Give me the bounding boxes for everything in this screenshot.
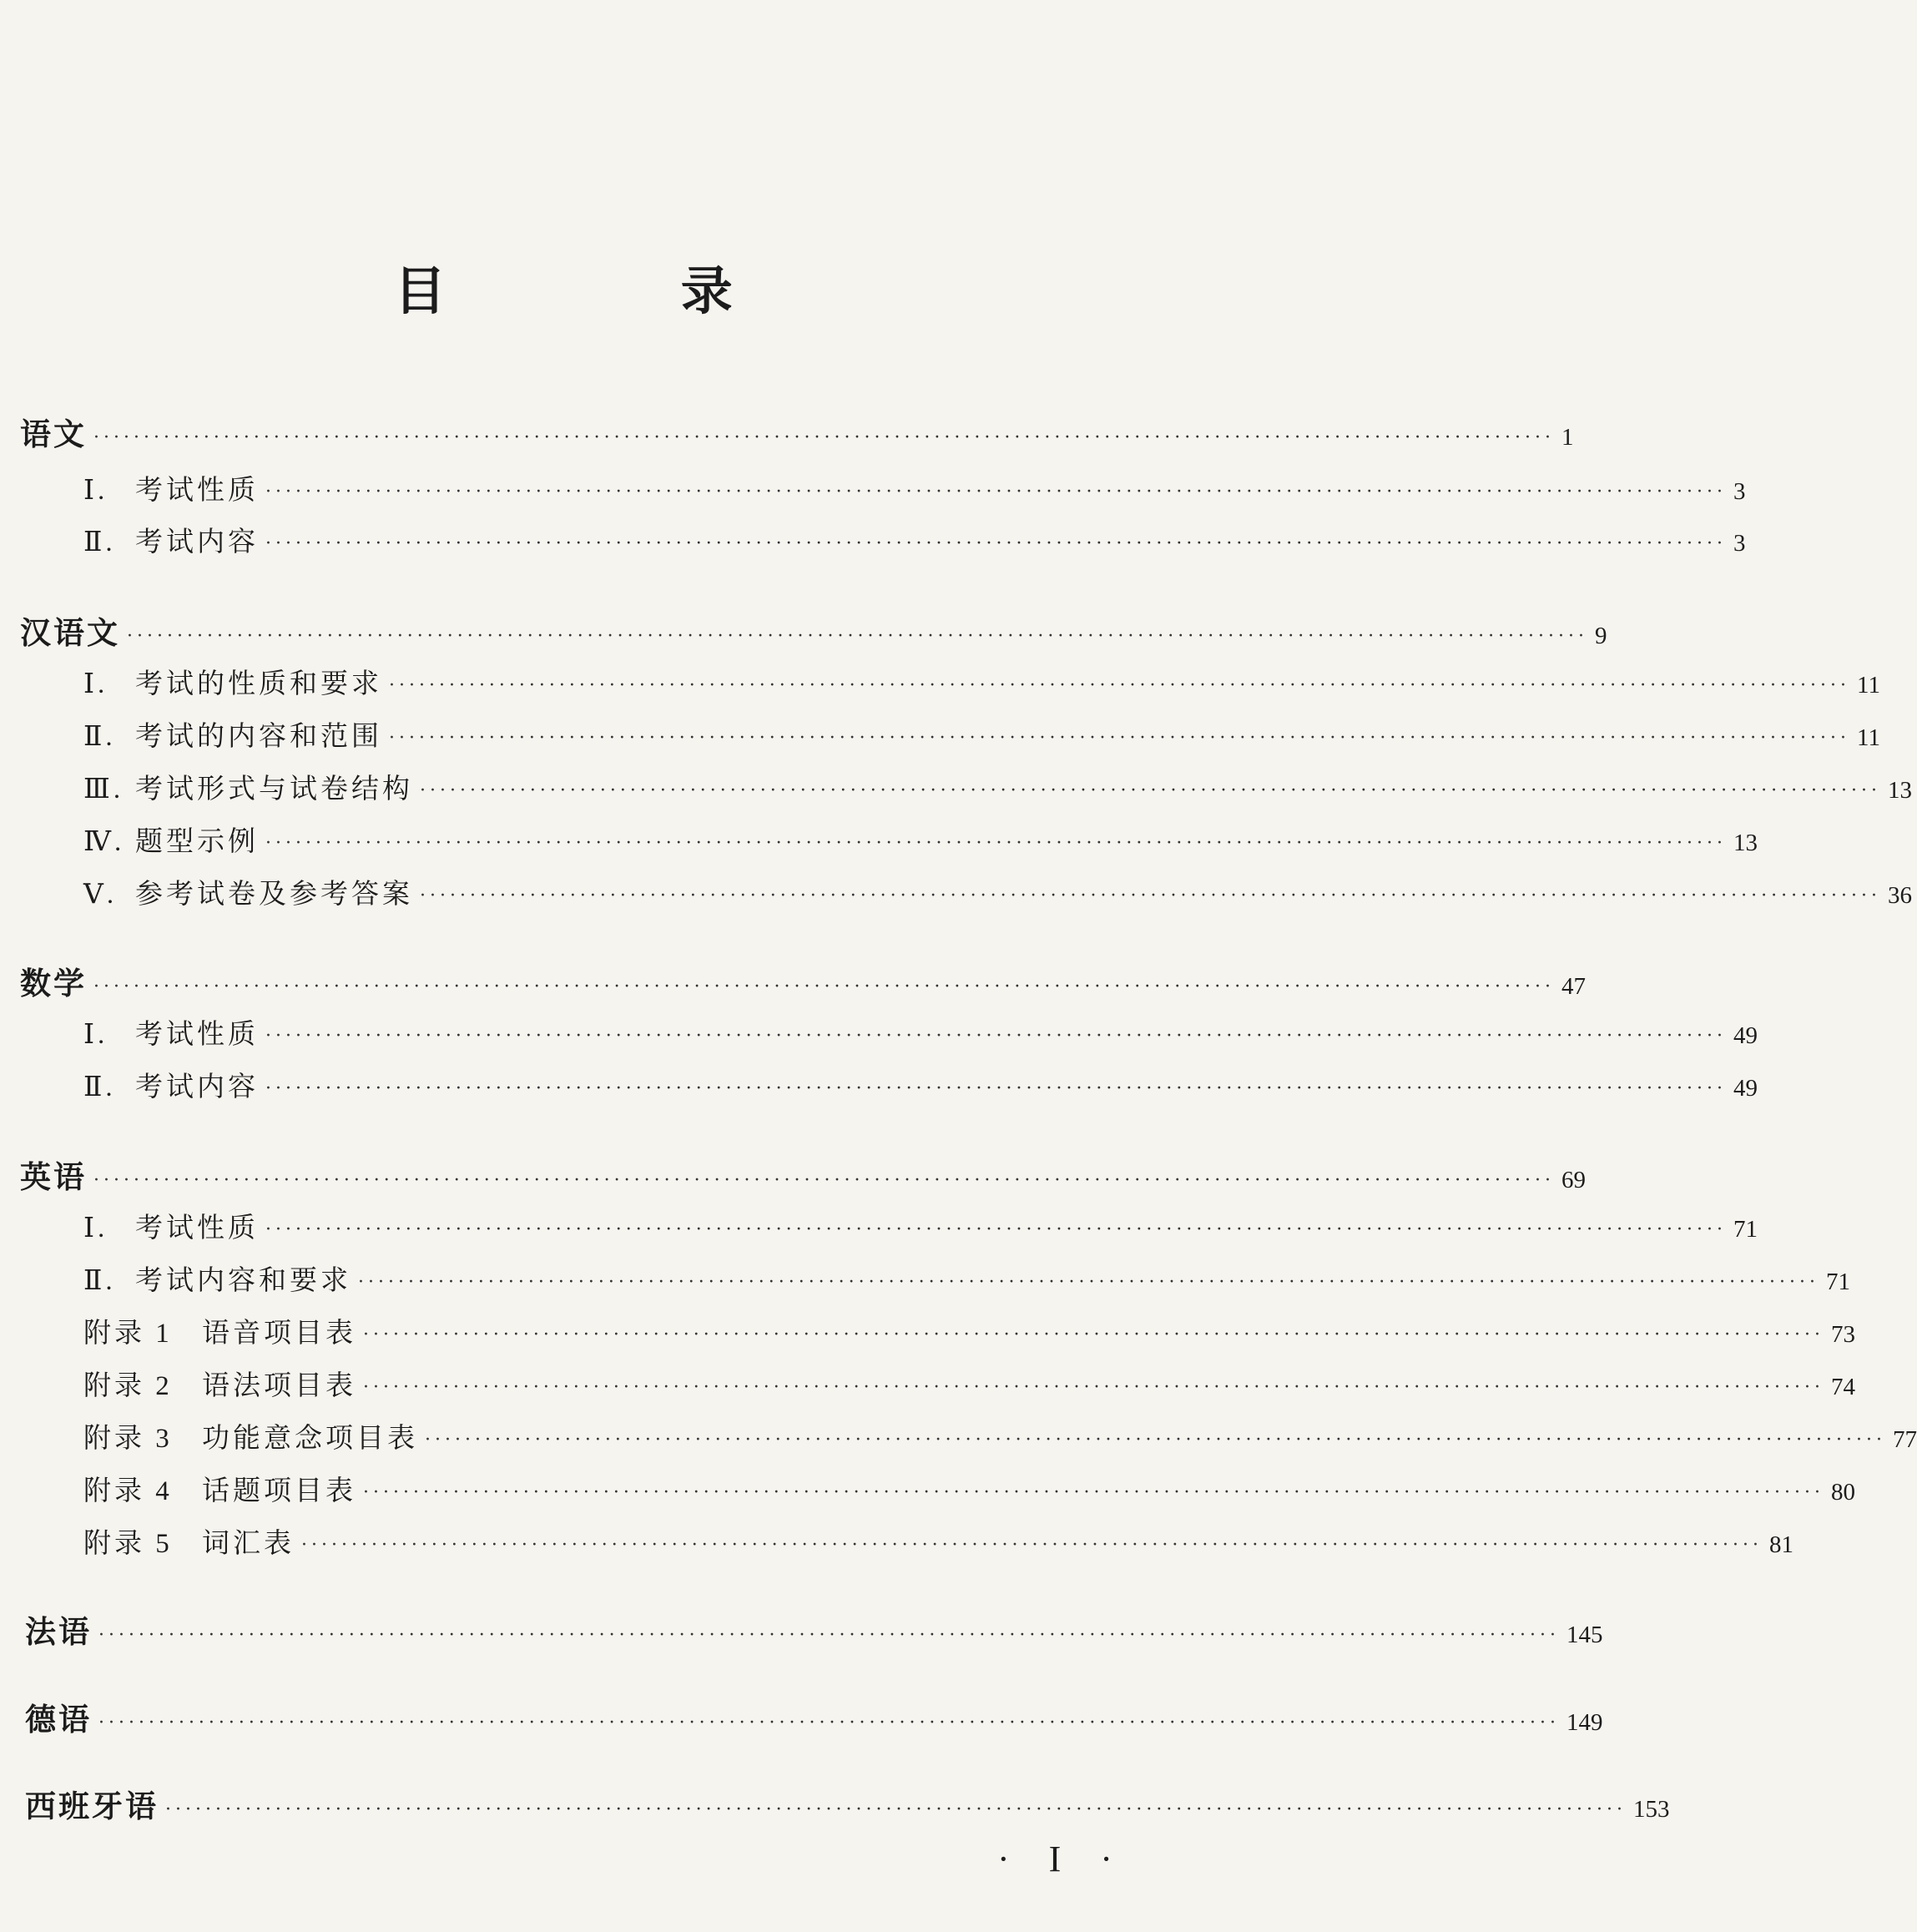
toc-section-number: Ⅰ. [83, 476, 108, 506]
toc-section-label: 考试的内容和范围 [135, 719, 382, 752]
toc-page-number: 13 [1888, 777, 1913, 804]
toc-section-label: 考试内容 [135, 525, 259, 557]
toc-section-label: 词汇表 [202, 1526, 295, 1559]
toc-page-number: 3 [1733, 530, 1746, 557]
toc-leader-dots: ·················································································································································· [425, 1430, 1887, 1450]
toc-leader-dots: ·················································································································································· [98, 1625, 1561, 1646]
toc-section-label: 功能意念项目表 [202, 1421, 418, 1454]
toc-page-number: 47 [1561, 973, 1587, 1000]
toc-chapter-entry[interactable] [25, 1702, 1603, 1738]
toc-chapter-entry[interactable] [20, 966, 1587, 1001]
toc-page-number: 9 [1595, 623, 1607, 649]
toc-chapter-label: 德语 [25, 1702, 92, 1738]
toc-leader-dots: ·················································································································································· [98, 1713, 1561, 1733]
toc-page-number: 1 [1561, 424, 1574, 451]
toc-page-number: 77 [1893, 1426, 1917, 1453]
toc-leader-dots: ·················································································································································· [420, 885, 1882, 906]
toc-chapter-label: 西班牙语 [25, 1788, 159, 1824]
toc-section-number: Ⅰ. [83, 669, 108, 699]
toc-appendix-number: 附录 5 [83, 1529, 173, 1559]
toc-leader-dots: ·················································································································································· [363, 1324, 1825, 1345]
toc-chapter-entry[interactable] [25, 1788, 1670, 1824]
toc-section-number: Ⅲ. [83, 774, 124, 805]
toc-page-number: 13 [1733, 830, 1758, 856]
toc-leader-dots: ·················································································································································· [301, 1535, 1763, 1556]
toc-section-label: 考试形式与试卷结构 [135, 772, 413, 805]
toc-section-entry[interactable] [83, 1017, 1758, 1050]
page-title: 目 录 [394, 260, 841, 321]
toc-appendix-number: 附录 2 [83, 1371, 173, 1401]
toc-page-number: 80 [1831, 1479, 1856, 1506]
toc-section-number: Ⅳ. [83, 827, 125, 857]
toc-page-number: 11 [1857, 724, 1880, 751]
toc-appendix-entry[interactable] [83, 1316, 1856, 1349]
toc-appendix-number: 附录 1 [83, 1319, 173, 1349]
toc-appendix-entry[interactable] [83, 1369, 1856, 1401]
toc-section-label: 话题项目表 [202, 1474, 356, 1506]
toc-section-label: 考试性质 [135, 1017, 259, 1050]
toc-section-entry[interactable] [83, 667, 1880, 699]
toc-appendix-number: 附录 3 [83, 1424, 173, 1454]
toc-leader-dots: ·················································································································································· [420, 780, 1882, 801]
toc-page-number: 11 [1857, 672, 1880, 699]
toc-section-label: 参考试卷及参考答案 [135, 877, 413, 910]
toc-chapter-label: 数学 [20, 966, 87, 1001]
toc-chapter-label: 语文 [20, 416, 87, 452]
toc-chapter-entry[interactable] [20, 416, 1574, 452]
toc-section-label: 考试性质 [135, 1211, 259, 1243]
toc-chapter-entry[interactable] [20, 615, 1607, 651]
toc-page-number: 153 [1633, 1796, 1670, 1823]
toc-section-number: Ⅱ. [83, 1266, 116, 1296]
toc-leader-dots: ·················································································································································· [265, 1026, 1728, 1047]
toc-leader-dots: ·················································································································································· [265, 1078, 1728, 1099]
toc-leader-dots: ·················································································································································· [265, 533, 1728, 554]
toc-page-number: 71 [1826, 1269, 1851, 1295]
toc-page-number: 36 [1888, 882, 1913, 909]
toc-section-entry[interactable] [83, 877, 1913, 910]
toc-leader-dots: ·················································································································································· [358, 1272, 1820, 1293]
toc-page-number: 71 [1733, 1216, 1758, 1243]
toc-appendix-entry[interactable] [83, 1526, 1794, 1559]
toc-section-number: Ⅰ. [83, 1020, 108, 1050]
toc-page-number: 145 [1566, 1622, 1603, 1648]
toc-page-number: 3 [1733, 478, 1746, 505]
toc-leader-dots: ·················································································································································· [389, 675, 1851, 696]
toc-section-label: 考试的性质和要求 [135, 667, 382, 699]
toc-leader-dots: ·················································································································································· [93, 976, 1556, 997]
toc-leader-dots: ·················································································································································· [363, 1377, 1825, 1398]
toc-section-label: 语音项目表 [202, 1316, 356, 1349]
toc-leader-dots: ·················································································································································· [363, 1482, 1825, 1503]
toc-page-number: 149 [1566, 1709, 1603, 1736]
toc-chapter-label: 英语 [20, 1159, 87, 1195]
toc-leader-dots: ·················································································································································· [165, 1799, 1627, 1820]
toc-section-entry[interactable] [83, 825, 1758, 857]
toc-section-entry[interactable] [83, 1264, 1851, 1296]
toc-appendix-number: 附录 4 [83, 1476, 173, 1506]
toc-section-number: Ⅱ. [83, 527, 116, 557]
toc-section-entry[interactable] [83, 473, 1746, 506]
toc-leader-dots: ·················································································································································· [127, 626, 1589, 647]
toc-leader-dots: ·················································································································································· [265, 1219, 1728, 1240]
page-number-footer: · I · [997, 1839, 1127, 1879]
toc-leader-dots: ·················································································································································· [265, 833, 1728, 854]
toc-section-number: Ⅴ. [83, 880, 118, 910]
toc-page-number: 73 [1831, 1321, 1856, 1348]
toc-leader-dots: ·················································································································································· [93, 427, 1556, 448]
toc-section-number: Ⅱ. [83, 1072, 116, 1102]
toc-section-entry[interactable] [83, 525, 1746, 557]
toc-page-number: 49 [1733, 1022, 1758, 1049]
toc-page-number: 49 [1733, 1075, 1758, 1102]
toc-leader-dots: ·················································································································································· [93, 1170, 1556, 1191]
toc-section-number: Ⅰ. [83, 1213, 108, 1243]
toc-section-entry[interactable] [83, 772, 1913, 805]
toc-appendix-entry[interactable] [83, 1474, 1856, 1506]
toc-section-entry[interactable] [83, 719, 1880, 752]
toc-section-number: Ⅱ. [83, 722, 116, 752]
toc-chapter-label: 汉语文 [20, 615, 120, 651]
toc-section-label: 语法项目表 [202, 1369, 356, 1401]
toc-section-entry[interactable] [83, 1211, 1758, 1243]
toc-page-number: 81 [1769, 1531, 1794, 1558]
toc-chapter-entry[interactable] [25, 1614, 1603, 1650]
toc-section-label: 题型示例 [135, 825, 259, 857]
toc-section-label: 考试内容和要求 [135, 1264, 351, 1296]
toc-chapter-entry[interactable] [20, 1159, 1587, 1195]
toc-page-number: 69 [1561, 1167, 1587, 1193]
toc-section-entry[interactable] [83, 1070, 1758, 1102]
toc-section-label: 考试内容 [135, 1070, 259, 1102]
toc-leader-dots: ·················································································································································· [265, 482, 1728, 502]
toc-leader-dots: ·················································································································································· [389, 728, 1851, 749]
toc-appendix-entry[interactable] [83, 1421, 1917, 1454]
toc-page-number: 74 [1831, 1374, 1856, 1400]
toc-section-label: 考试性质 [135, 473, 259, 506]
toc-chapter-label: 法语 [25, 1614, 92, 1650]
